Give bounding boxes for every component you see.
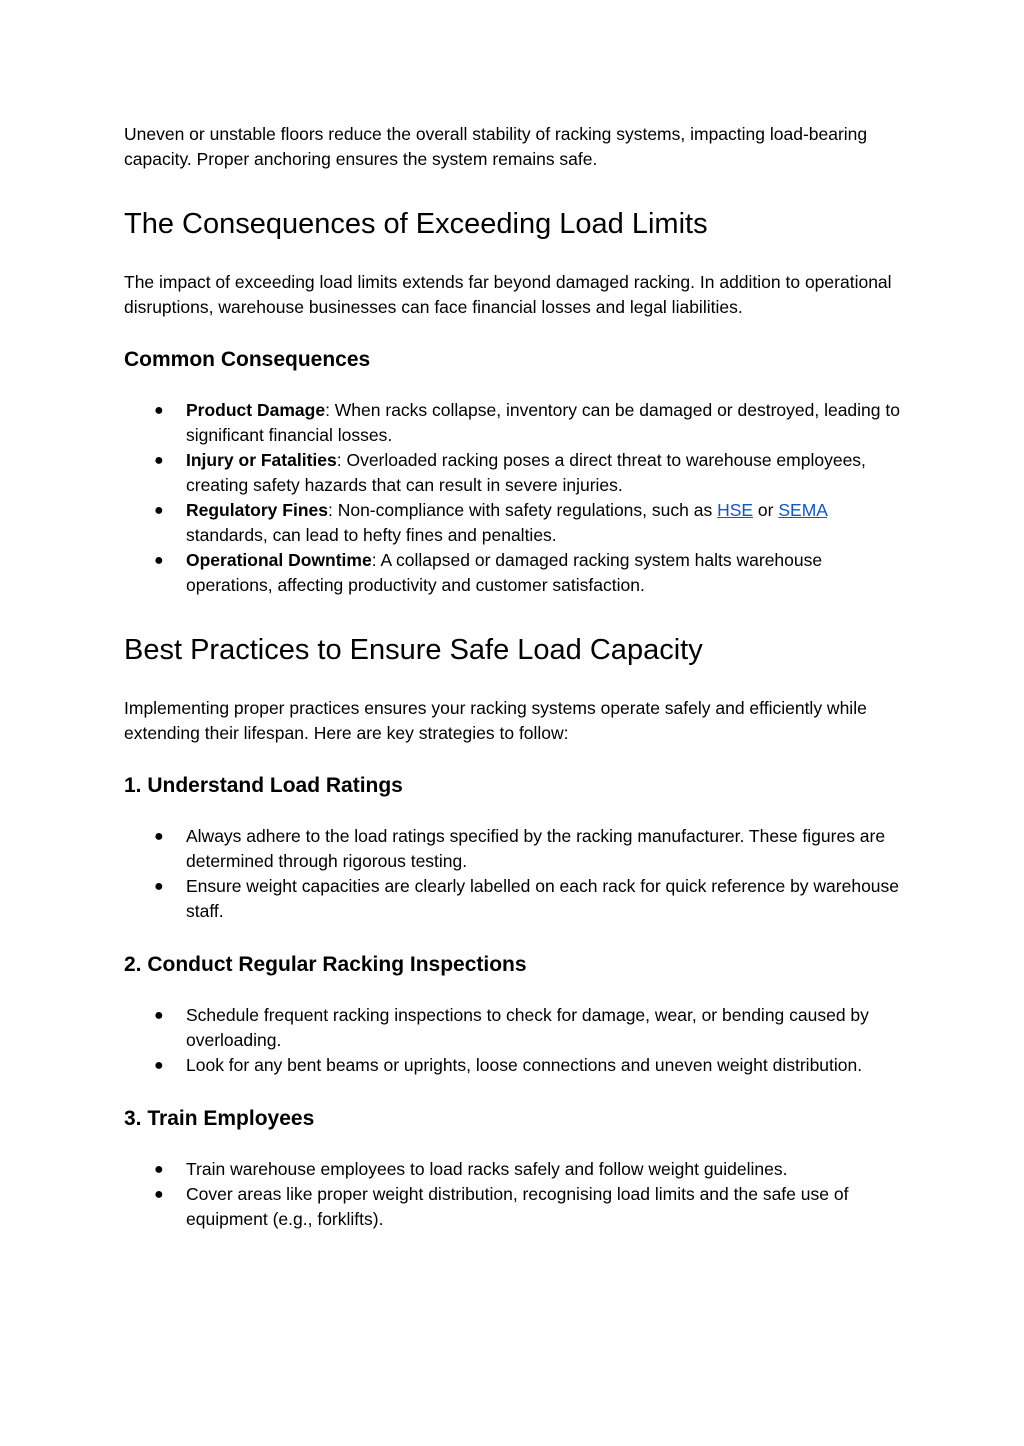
section-heading-load-ratings: 1. Understand Load Ratings	[124, 774, 403, 797]
item-text: Train warehouse employees to load racks safely and follow weight guidelines.	[186, 1159, 788, 1179]
item-text: standards, can lead to hefty fines and penalties.	[186, 525, 557, 545]
bullet-icon: ●	[154, 878, 164, 895]
list-item	[124, 498, 904, 548]
intro-paragraph: Uneven or unstable floors reduce the overall stability of racking systems, impacting load-bearing capacity. Proper anchoring ensures the system remains safe.	[124, 124, 868, 169]
common-consequences-heading: Common Consequences	[124, 348, 371, 371]
bullet-icon: ●	[154, 452, 164, 469]
item-text: Look for any bent beams or uprights, loose connections and uneven weight distribution.	[186, 1055, 863, 1075]
bullet-icon: ●	[154, 1057, 164, 1074]
item-text: : Overloaded racking poses a direct threat to warehouse employees, creating safety hazards that can result in severe injuries.	[186, 450, 866, 495]
item-bold-label: Operational Downtime	[186, 550, 372, 570]
hse-link[interactable]: HSE	[717, 500, 754, 520]
sema-link[interactable]: SEMA	[778, 500, 827, 520]
item-text: Always adhere to the load ratings specified by the racking manufacturer. These figures are determined through rigorous testing.	[186, 826, 886, 871]
bullet-icon: ●	[154, 502, 164, 519]
bullet-icon: ●	[154, 1186, 164, 1203]
bullet-icon: ●	[154, 402, 164, 419]
item-text: Ensure weight capacities are clearly labelled on each rack for quick reference by warehouse staff.	[186, 876, 900, 921]
section-heading-inspections: 2. Conduct Regular Racking Inspections	[124, 953, 527, 976]
item-bold-label: Regulatory Fines	[186, 500, 328, 520]
item-text: : Non-compliance with safety regulations, such as	[327, 500, 718, 520]
list-item	[124, 874, 904, 924]
item-bold-label: Injury or Fatalities	[186, 450, 337, 470]
item-text: Schedule frequent racking inspections to check for damage, wear, or bending caused by overloading.	[186, 1005, 869, 1050]
list-item	[124, 1053, 904, 1078]
consequences-paragraph: The impact of exceeding load limits extends far beyond damaged racking. In addition to operational disruptions, warehouse businesses can face financial losses and legal liabilities.	[124, 272, 892, 317]
list-item	[124, 1182, 904, 1232]
best-practices-paragraph: Implementing proper practices ensures your racking systems operate safely and efficiently while extending their lifespan. Here are key strategies to follow:	[124, 698, 867, 743]
item-text: or	[753, 500, 779, 520]
bullet-icon: ●	[154, 552, 164, 569]
inspections-list	[124, 1003, 904, 1078]
list-item	[124, 448, 904, 498]
list-item	[124, 1157, 904, 1182]
document-page	[124, 122, 904, 1232]
list-item	[124, 548, 904, 598]
bullet-icon: ●	[154, 828, 164, 845]
item-bold-label: Product Damage	[186, 400, 326, 420]
consequences-list	[124, 398, 904, 598]
list-item	[124, 1003, 904, 1053]
item-text: Cover areas like proper weight distribution, recognising load limits and the safe use of equipment (e.g., forklifts).	[186, 1184, 849, 1229]
item-text: : A collapsed or damaged racking system halts warehouse operations, affecting productivity and customer satisfaction.	[186, 550, 823, 595]
section-heading-train-employees: 3. Train Employees	[124, 1107, 315, 1130]
list-item	[124, 824, 904, 874]
item-text: : When racks collapse, inventory can be damaged or destroyed, leading to significant financial losses.	[186, 400, 900, 445]
list-item	[124, 398, 904, 448]
train-employees-list	[124, 1157, 904, 1232]
bullet-icon: ●	[154, 1161, 164, 1178]
best-practices-heading: Best Practices to Ensure Safe Load Capacity	[124, 634, 703, 666]
load-ratings-list	[124, 824, 904, 924]
consequences-heading: The Consequences of Exceeding Load Limits	[124, 208, 708, 240]
bullet-icon: ●	[154, 1007, 164, 1024]
